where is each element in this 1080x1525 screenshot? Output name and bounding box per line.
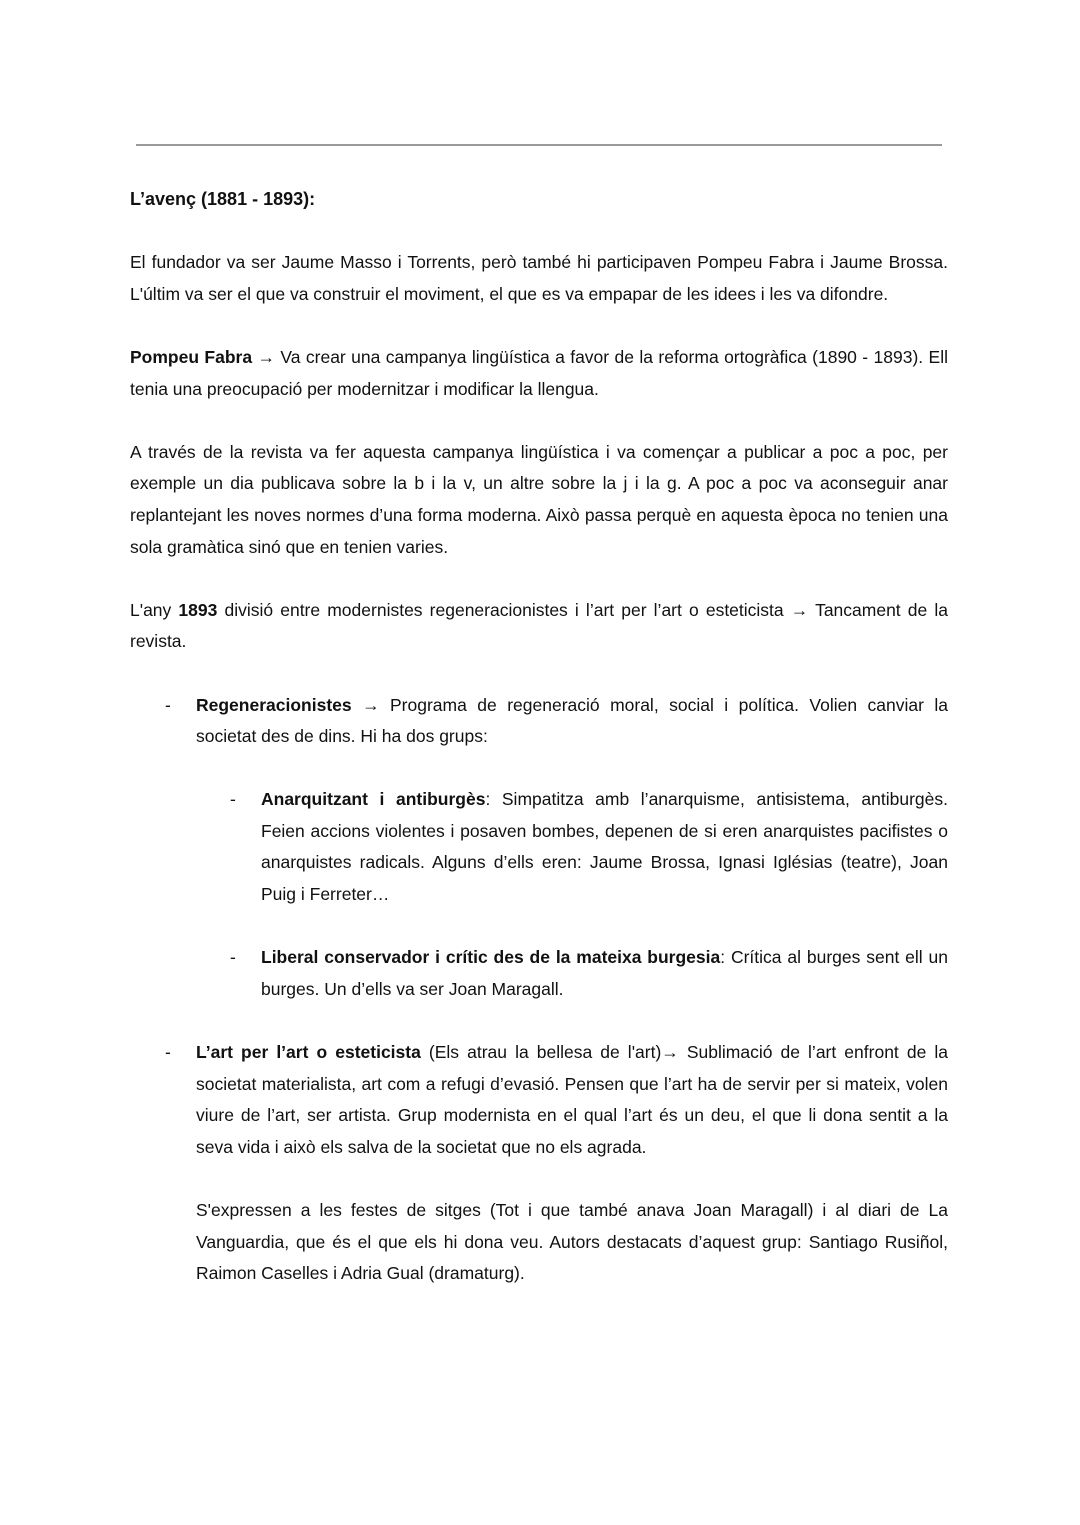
dash-bullet: - (165, 694, 171, 715)
list-text: : Crítica al burges sent ell un burges. Un d’ells va ser Joan Maragall. (261, 947, 948, 999)
list-text: : Simpatitza amb l’anarquisme, antisistema, antiburgès. Feien accions violentes i posaven bombes, depenen de si eren anarquistes pacifistes o anarquistes radicals. Alguns d’ells eren: Jaume Brossa, Ignasi Iglésias (teatre), Joan Puig i Ferreter… (261, 789, 949, 905)
bold-term: Anarquitzant i antiburgès (261, 789, 486, 810)
paragraph-founders: El fundador va ser Jaume Masso i Torrents, però també hi participaven Pompeu Fabra i Jaume Brossa. L'últim va ser el que va construir el moviment, el que es va empapar de les idees i les va difondre. (130, 252, 948, 304)
dash-bullet: - (230, 789, 236, 810)
bold-term: Pompeu Fabra (130, 346, 253, 367)
list-text: (Els atrau la bellesa de l'art)→ Sublimació de l’art enfront de la societat materialista, art com a refugi d’evasió. Pensen que l’art ha de servir per si mateix, volen viure de l’art, ser artista. Grup modernista en el qual l’art és un deu, el que li dona sentit a la seva vida i això els salva de la societat que no els agrada. (196, 1042, 948, 1157)
list-item-anarquitzant (230, 784, 949, 910)
paragraph-text: → Va crear una campanya lingüística a favor de la reforma ortogràfica (1890 - 1893). Ell tenia una preocupació per modernitzar i modificar la llengua. (130, 346, 948, 399)
paragraph-pompeu-fabra (130, 342, 948, 405)
list-text: → Programa de regeneració moral, social i política. Volien canviar la societat des de dins. Hi ha dos grups: (196, 694, 948, 747)
bold-year: 1893 (178, 599, 218, 620)
paragraph-text: divisió entre modernistes regeneracionistes i l’art per l’art o esteticista → Tancament de la revista. (130, 599, 948, 652)
paragraph-campaign: A través de la revista va fer aquesta campanya lingüística i va començar a publicar a poc a poc, per exemple un dia publicava sobre la b i la v, un altre sobre la j i la g. A poc a poc va aconseguir anar replantejant les noves normes d’una forma moderna. Això passa perquè en aquesta època no tenien una sola gramàtica sinó que en tenien varies. (130, 441, 948, 557)
list-item-art-per-art (165, 1037, 948, 1163)
horizontal-rule (136, 144, 942, 146)
dash-bullet: - (230, 947, 236, 968)
document-body (130, 184, 948, 1321)
bold-term: L’art per l’art o esteticista (196, 1042, 421, 1063)
bold-term: Liberal conservador i crític des de la mateixa burgesia (261, 947, 721, 968)
paragraph-text: L'any (130, 599, 179, 620)
list-item-liberal (230, 942, 948, 1005)
section-heading: L’avenç (1881 - 1893): (130, 189, 316, 209)
paragraph-1893 (130, 595, 948, 658)
bold-term: Regeneracionistes (196, 694, 352, 715)
dash-bullet: - (165, 1042, 171, 1063)
paragraph-expressen: S'expressen a les festes de sitges (Tot i que també anava Joan Maragall) i al diari de La Vanguardia, que és el que els hi dona veu. Autors destacats d’aquest grup: Santiago Rusiñol, Raimon Caselles i Adria Gual (dramaturg). (196, 1200, 948, 1284)
list-item-regeneracionistes (165, 690, 948, 753)
